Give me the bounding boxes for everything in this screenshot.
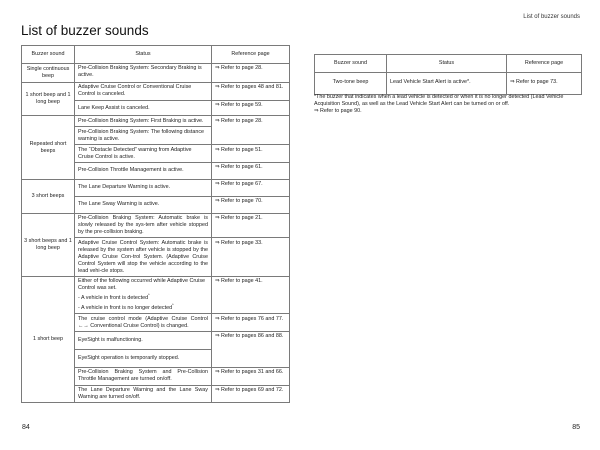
footnote	[314, 94, 582, 116]
reference-cell: ⇒ Refer to pages 69 and 72.	[212, 385, 290, 403]
reference-cell: ⇒ Refer to page 51.	[212, 145, 290, 163]
status-cell: Pre-Collision Braking System: The following distance warning is active.	[75, 127, 212, 145]
column-header-buzzer-sound: Buzzer sound	[22, 46, 75, 64]
reference-cell: ⇒ Refer to pages 31 and 66.	[212, 367, 290, 385]
buzzer-sound-cell: 3 short beeps	[22, 179, 75, 213]
table-header-row	[315, 55, 582, 73]
reference-cell: ⇒ Refer to page 28.	[212, 116, 290, 145]
status-cell: Adaptive Cruise Control or Conventional Cruise Control is canceled.	[75, 82, 212, 100]
column-header-status: Status	[387, 55, 507, 73]
status-cell: The “Obstacle Detected” warning from Adaptive Cruise Control is active.	[75, 145, 212, 163]
footnote-text: *The buzzer that indicates when a lead vehicle is detected or when it is no longer detected (Lead Vehicle Acquisition Sound), as well as the Lead Vehicle Start Alert can be turned on or off.	[314, 94, 564, 108]
column-header-buzzer-sound: Buzzer sound	[315, 55, 387, 73]
table-row	[22, 82, 290, 100]
status-cell: EyeSight operation is temporarily stopped.	[75, 349, 212, 367]
status-cell: The cruise control mode (Adaptive Cruise Control ←→ Conventional Cruise Control) is changed.	[75, 314, 212, 332]
status-cell: The Lane Departure Warning is active.	[75, 179, 212, 196]
buzzer-sounds-table	[21, 45, 290, 403]
reference-cell: ⇒ Refer to page 21.	[212, 213, 290, 238]
footnote-reference: ⇒ Refer to page 90.	[314, 108, 362, 115]
buzzer-sound-cell: Two-tone beep	[315, 72, 387, 94]
page-number-right: 85	[572, 424, 580, 431]
reference-cell: ⇒ Refer to page 33.	[212, 238, 290, 277]
status-cell	[75, 276, 212, 313]
reference-cell: ⇒ Refer to page 70.	[212, 196, 290, 213]
buzzer-sound-cell: 1 short beep and 1 long beep	[22, 82, 75, 116]
footnote-mark: *	[148, 292, 150, 298]
acc-item-not-detected: - A vehicle in front is no longer detected*	[78, 301, 174, 311]
status-cell: Pre-Collision Braking System: First Braking is active.	[75, 116, 212, 127]
status-cell: The Lane Sway Warning is active.	[75, 196, 212, 213]
table-header-row	[22, 46, 290, 64]
column-header-reference-page: Reference page	[507, 55, 582, 73]
reference-cell: ⇒ Refer to pages 76 and 77.	[212, 314, 290, 332]
page-title: List of buzzer sounds	[21, 23, 149, 38]
column-header-reference-page: Reference page	[212, 46, 290, 64]
acc-intro-text: Either of the following occurred while Adaptive Cruise Control was set.	[78, 278, 206, 292]
page-number-left: 84	[22, 424, 30, 431]
column-header-status: Status	[75, 46, 212, 64]
status-cell: Lead Vehicle Start Alert is active*.	[387, 72, 507, 94]
footnote-mark: *	[172, 301, 174, 307]
status-cell: EyeSight is malfunctioning.	[75, 331, 212, 349]
status-cell: Pre-Collision Braking System: Automatic brake is slowly released by the sys-tem after vehicle stopped by the pre-collision braking.	[75, 213, 212, 238]
buzzer-sound-cell: Repeated short beeps	[22, 116, 75, 179]
reference-cell: ⇒ Refer to page 73.	[507, 72, 582, 94]
buzzer-sound-cell: 1 short beep	[22, 276, 75, 402]
status-cell: Adaptive Cruise Control System: Automatic brake is released by the system after vehicle is stopped by the Adaptive Cruise Con-trol System. (Adaptive Cruise Control System will stop the vehicle according to the lead vehi-cle stops.	[75, 238, 212, 277]
status-cell: Lane Keep Assist is canceled.	[75, 100, 212, 116]
buzzer-sound-cell: 3 short beeps and 1 long beep	[22, 213, 75, 276]
acc-item-detected: - A vehicle in front is detected*	[78, 292, 150, 302]
status-cell: The Lane Departure Warning and the Lane Sway Warning are turned on/off.	[75, 385, 212, 403]
running-head: List of buzzer sounds	[523, 14, 580, 20]
buzzer-sound-cell: Single continuous beep	[22, 63, 75, 82]
reference-cell: ⇒ Refer to pages 48 and 81.	[212, 82, 290, 100]
table-row	[315, 72, 582, 94]
table-row	[22, 276, 290, 313]
status-cell: Pre-Collision Braking System: Secondary Braking is active.	[75, 63, 212, 82]
status-cell: Pre-Collision Throttle Management is active.	[75, 162, 212, 179]
reference-cell: ⇒ Refer to pages 86 and 88.	[212, 331, 290, 367]
reference-cell: ⇒ Refer to page 41.	[212, 276, 290, 313]
reference-cell: ⇒ Refer to page 67.	[212, 179, 290, 196]
table-row	[22, 63, 290, 82]
reference-cell: ⇒ Refer to page 61.	[212, 162, 290, 179]
reference-cell: ⇒ Refer to page 28.	[212, 63, 290, 82]
reference-cell: ⇒ Refer to page 59.	[212, 100, 290, 116]
status-cell: Pre-Collision Braking System and Pre-Collision Throttle Management are turned on/off.	[75, 367, 212, 385]
table-row	[22, 179, 290, 196]
table-row	[22, 116, 290, 127]
two-tone-beep-table	[314, 54, 582, 95]
table-row	[22, 213, 290, 238]
